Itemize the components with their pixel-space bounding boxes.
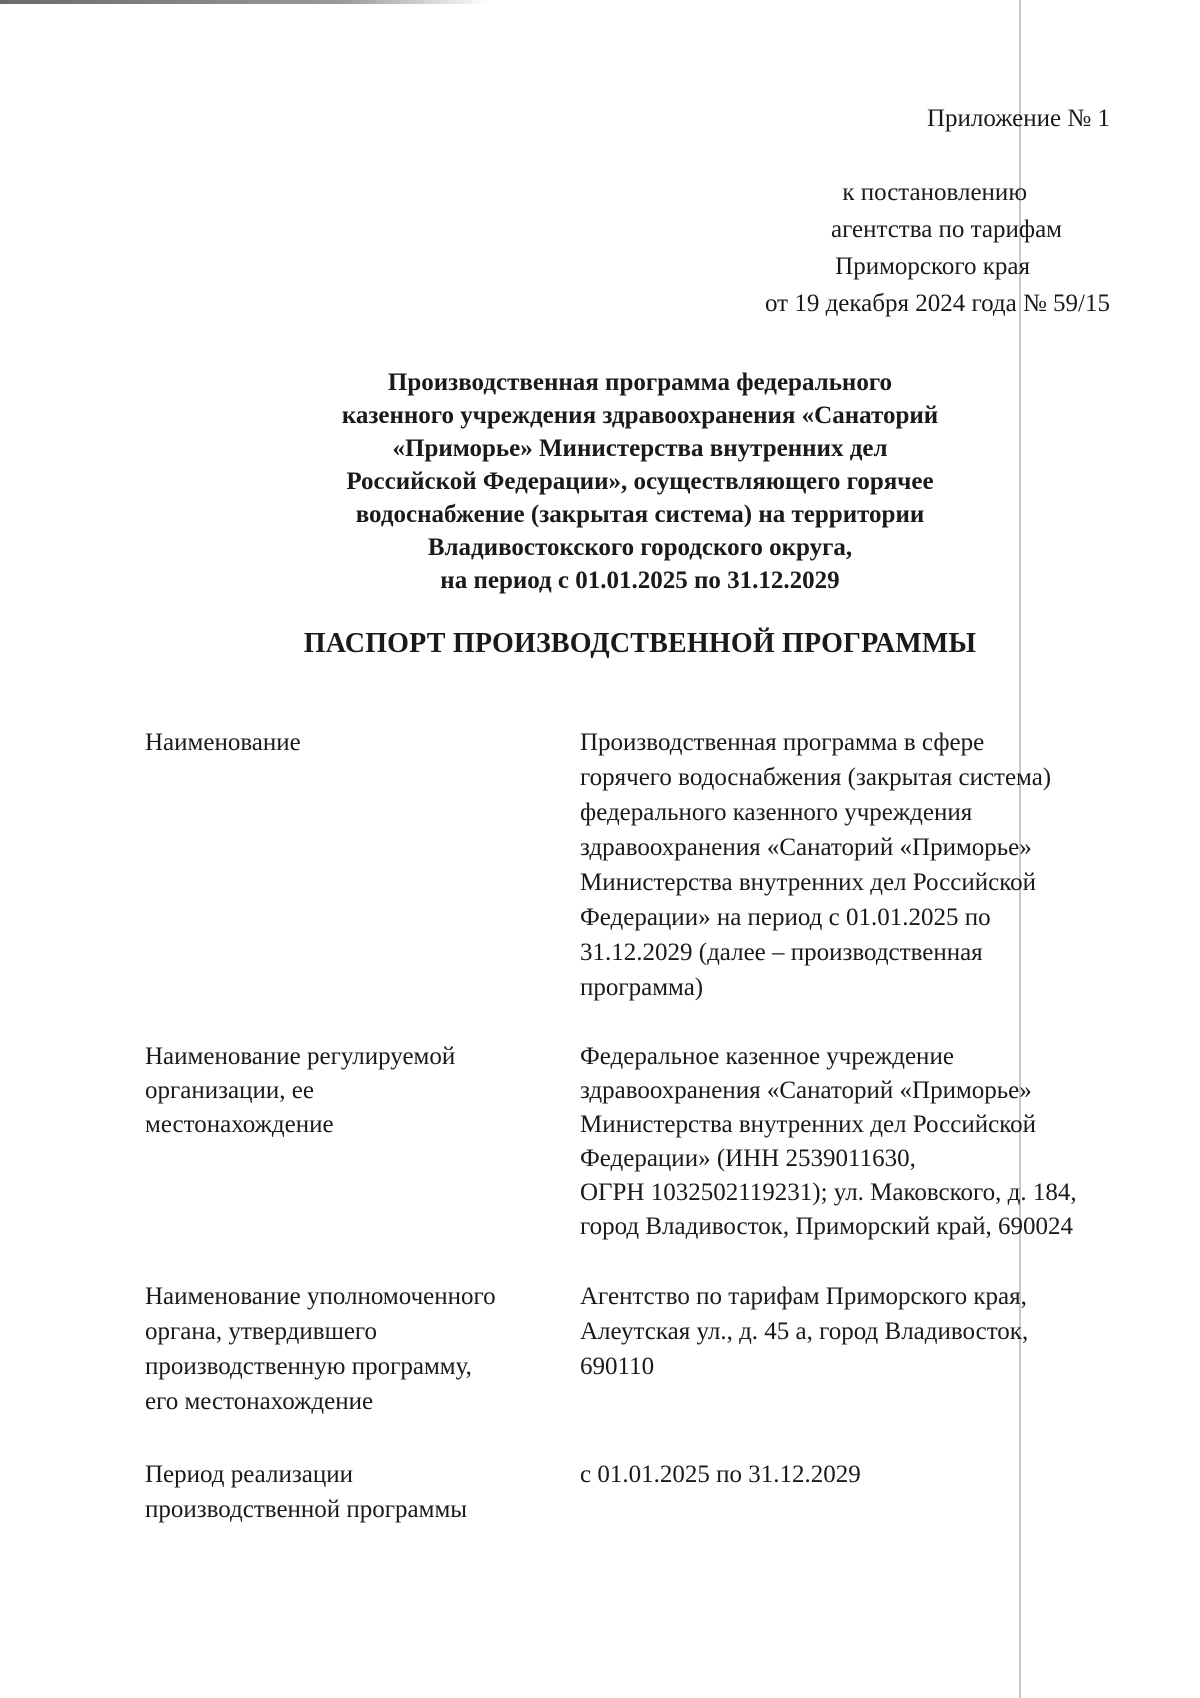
value-line: с 01.01.2025 по 31.12.2029 (580, 1461, 861, 1488)
appendix-number: Приложение № 1 (926, 105, 1110, 132)
value-line: Министерства внутренних дел Российской (580, 869, 1036, 896)
label-line: производственной программы (145, 1496, 468, 1523)
passport-row-label (145, 1457, 580, 1527)
label-line: Период реализации (145, 1461, 353, 1488)
passport-row-value (580, 1279, 1135, 1419)
passport-row-label (145, 1279, 580, 1419)
scan-edge-artifact (0, 0, 490, 4)
value-line: ОГРН 1032502119231); ул. Маковского, д. 184, (580, 1179, 1077, 1206)
label-line: производственную программу, (145, 1353, 472, 1380)
appendix-line: агентства по тарифам (830, 216, 1062, 243)
value-line: здравоохранения «Санаторий «Приморье» (580, 834, 1032, 861)
value-line: Производственная программа в сфере (580, 729, 985, 756)
value-line: Министерства внутренних дел Российской (580, 1111, 1036, 1138)
program-title-line: Производственная программа федерального (387, 369, 893, 396)
program-title-line: на период с 01.01.2025 по 31.12.2029 (440, 567, 840, 594)
appendix-line: к постановлению (842, 179, 1027, 206)
value-line: Алеутская ул., д. 45 а, город Владивосток, (580, 1318, 1029, 1345)
label-line: Наименование (145, 729, 301, 756)
value-line: 31.12.2029 (далее – производственная (580, 939, 983, 966)
program-title (200, 366, 1080, 597)
label-line: организации, ее (145, 1077, 314, 1104)
value-line: 690110 (580, 1353, 655, 1380)
passport-row-value (580, 725, 1135, 1005)
program-title-line: казенного учреждения здравоохранения «Санаторий (341, 402, 939, 429)
label-line: Наименование регулируемой (145, 1043, 456, 1070)
appendix-block (690, 100, 1110, 322)
passport-row-name (145, 725, 1135, 1005)
passport-row-authority (145, 1279, 1135, 1419)
program-title-line: «Приморье» Министерства внутренних дел (392, 435, 888, 462)
value-line: Федерации» (ИНН 2539011630, (580, 1145, 916, 1172)
value-line: горячего водоснабжения (закрытая система) (580, 764, 1052, 791)
label-line: органа, утвердившего (145, 1318, 378, 1345)
program-title-line: Российской Федерации», осуществляющего горячее (346, 468, 934, 495)
value-line: Федерации» на период с 01.01.2025 по (580, 904, 991, 931)
passport-table (145, 725, 1135, 1527)
label-line: Наименование уполномоченного (145, 1283, 496, 1310)
value-line: Агентство по тарифам Приморского края, (580, 1283, 1027, 1310)
passport-row-period (145, 1457, 1135, 1527)
label-line: местонахождение (145, 1111, 334, 1138)
value-line: федерального казенного учреждения (580, 799, 973, 826)
passport-row-value (580, 1457, 1135, 1527)
appendix-line: от 19 декабря 2024 года № 59/15 (764, 290, 1110, 317)
value-line: Федеральное казенное учреждение (580, 1043, 954, 1070)
passport-row-label (145, 1040, 580, 1244)
passport-row-organization (145, 1040, 1135, 1244)
value-line: программа) (580, 974, 704, 1001)
value-line: город Владивосток, Приморский край, 690024 (580, 1213, 1073, 1240)
appendix-line: Приморского края (835, 253, 1030, 280)
value-line: здравоохранения «Санаторий «Приморье» (580, 1077, 1032, 1104)
passport-heading: ПАСПОРТ ПРОИЗВОДСТВЕННОЙ ПРОГРАММЫ (303, 628, 977, 659)
passport-row-label (145, 725, 580, 1005)
program-title-line: Владивостокского городского округа, (427, 534, 853, 561)
program-title-line: водоснабжение (закрытая система) на территории (355, 501, 925, 528)
passport-row-value (580, 1040, 1135, 1244)
label-line: его местонахождение (145, 1388, 374, 1415)
